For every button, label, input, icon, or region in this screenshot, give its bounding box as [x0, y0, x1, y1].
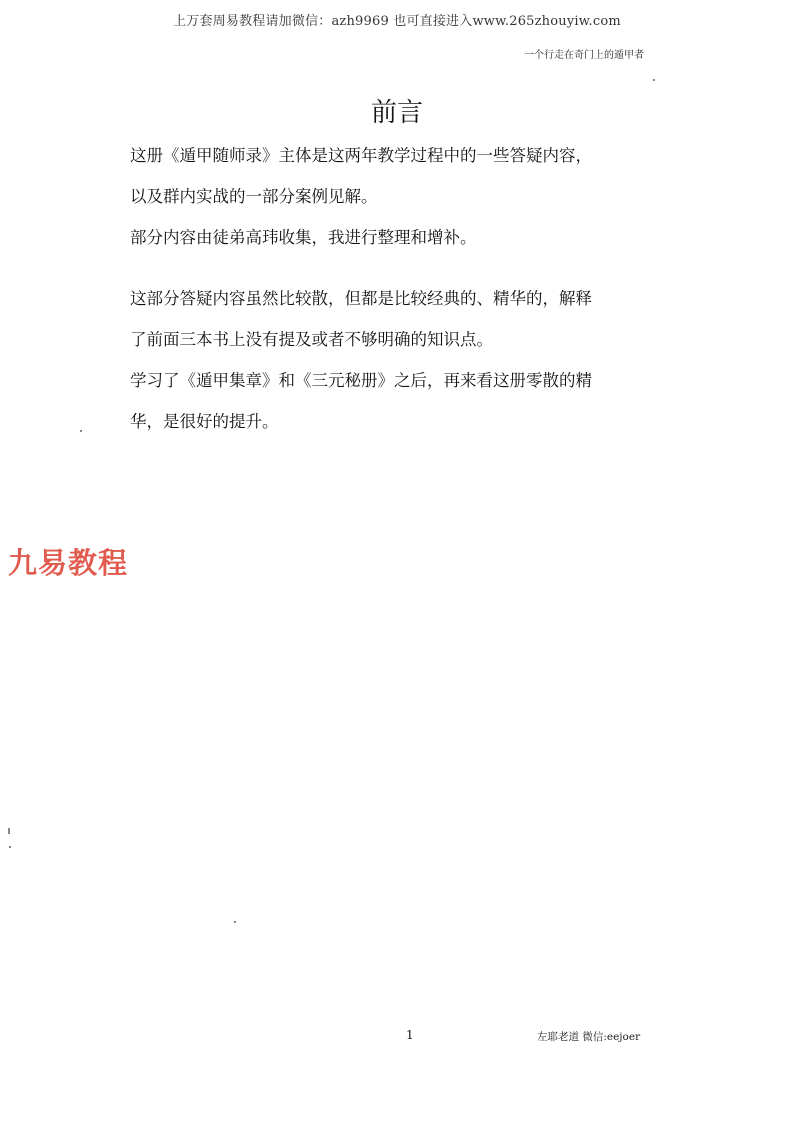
scan-speck	[9, 846, 11, 848]
watermark-logo: 九易教程	[8, 546, 129, 580]
paragraph-line: 学习了《遁甲集章》和《三元秘册》之后，再来看这册零散的精	[130, 371, 592, 390]
paragraph-line: 华，是很好的提升。	[130, 412, 279, 431]
paragraph-line: 部分内容由徒弟高玮收集，我进行整理和增补。	[130, 228, 477, 247]
scan-speck	[234, 921, 236, 923]
footer-note: 左耶老道 微信:eejoer	[537, 1031, 641, 1043]
header-note: 一个行走在奇门上的遁甲者	[524, 50, 644, 61]
scan-speck	[80, 430, 82, 432]
paragraph-line: 这部分答疑内容虽然比较散，但都是比较经典的、精华的，解释	[130, 289, 592, 308]
paragraph-line: 了前面三本书上没有提及或者不够明确的知识点。	[130, 330, 493, 349]
page-number: 1	[406, 1028, 414, 1042]
page-title: 前言	[370, 98, 423, 128]
scan-speck	[8, 828, 10, 834]
preface-body	[130, 135, 666, 442]
paragraph-line: 以及群内实战的一部分案例见解。	[130, 187, 378, 206]
paragraph-line: 这册《遁甲随师录》主体是这两年教学过程中的一些答疑内容，	[130, 146, 592, 165]
top-banner: 上万套周易教程请加微信：azh9969 也可直接进入www.265zhouyiw.com	[173, 14, 621, 29]
scan-speck	[653, 79, 655, 81]
paragraph-gap	[130, 258, 666, 278]
